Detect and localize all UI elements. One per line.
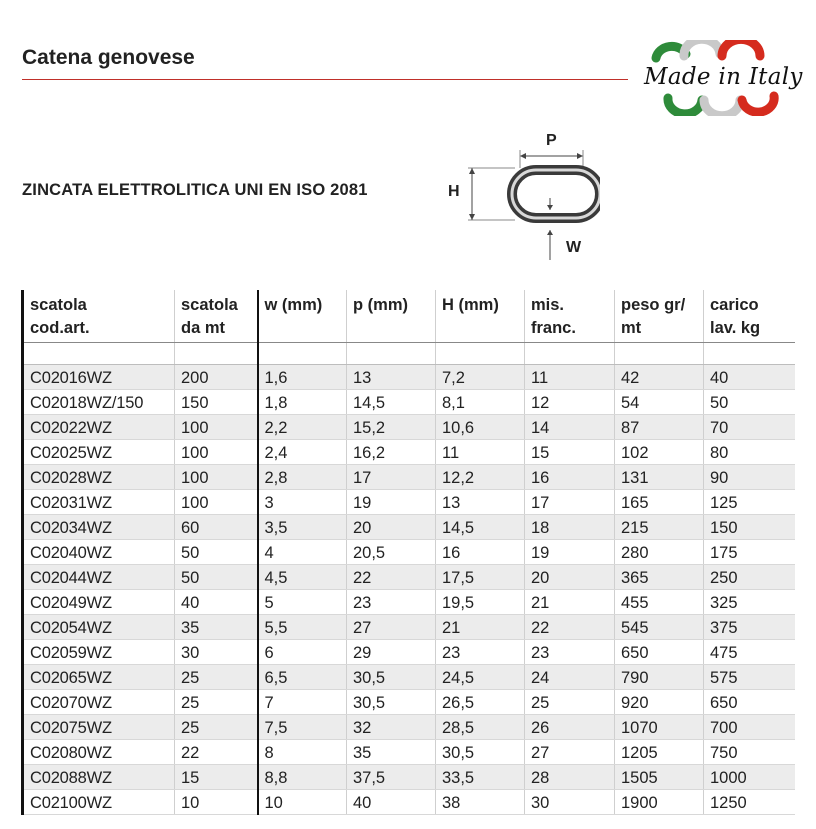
cell-box-length: 100	[175, 465, 258, 490]
cell-wire-diameter: 6,5	[258, 665, 347, 690]
cell-gauge: 26	[525, 715, 615, 740]
cell-gauge: 14	[525, 415, 615, 440]
cell-working-load: 250	[704, 565, 795, 590]
cell-box-length: 25	[175, 690, 258, 715]
cell-gauge: 15	[525, 440, 615, 465]
dimension-w-label: W	[566, 239, 582, 256]
column-header-box-length	[175, 290, 258, 343]
cell-pitch: 14,5	[347, 390, 436, 415]
cell-box-code: C02065WZ	[23, 665, 175, 690]
cell-height: 14,5	[436, 515, 525, 540]
cell-height: 28,5	[436, 715, 525, 740]
cell-pitch: 13	[347, 365, 436, 390]
cell-height: 24,5	[436, 665, 525, 690]
cell-gauge: 27	[525, 740, 615, 765]
cell-box-length: 100	[175, 490, 258, 515]
column-header-line: mis.	[531, 296, 565, 314]
cell-box-length: 200	[175, 365, 258, 390]
cell-working-load: 50	[704, 390, 795, 415]
chain-link-diagram	[440, 128, 600, 268]
cell-pitch: 20,5	[347, 540, 436, 565]
cell-weight-per-meter: 545	[615, 615, 704, 640]
cell-gauge: 20	[525, 565, 615, 590]
cell-working-load: 700	[704, 715, 795, 740]
table-row	[23, 390, 795, 415]
column-header-pitch	[347, 290, 436, 343]
cell-wire-diameter: 3,5	[258, 515, 347, 540]
cell-weight-per-meter: 102	[615, 440, 704, 465]
cell-wire-diameter: 1,8	[258, 390, 347, 415]
table-row	[23, 540, 795, 565]
cell-box-code: C02022WZ	[23, 415, 175, 440]
cell-box-length: 25	[175, 665, 258, 690]
table-row	[23, 515, 795, 540]
cell-pitch: 40	[347, 790, 436, 815]
chain-spec-table	[21, 290, 795, 815]
table-row	[23, 740, 795, 765]
cell-box-length: 150	[175, 390, 258, 415]
column-header-line: cod.art.	[30, 319, 90, 337]
cell-gauge: 30	[525, 790, 615, 815]
cell-box-length: 60	[175, 515, 258, 540]
cell-height: 38	[436, 790, 525, 815]
cell-pitch: 30,5	[347, 665, 436, 690]
column-header-line: p (mm)	[353, 296, 408, 314]
column-header-line: lav. kg	[710, 319, 761, 337]
cell-box-length: 100	[175, 440, 258, 465]
cell-working-load: 90	[704, 465, 795, 490]
cell-wire-diameter: 2,4	[258, 440, 347, 465]
cell-height: 19,5	[436, 590, 525, 615]
cell-box-length: 15	[175, 765, 258, 790]
cell-pitch: 29	[347, 640, 436, 665]
table-row	[23, 415, 795, 440]
cell-working-load: 1000	[704, 765, 795, 790]
table-row	[23, 690, 795, 715]
cell-box-code: C02028WZ	[23, 465, 175, 490]
table-row	[23, 715, 795, 740]
cell-pitch: 17	[347, 465, 436, 490]
table-row	[23, 490, 795, 515]
cell-box-length: 40	[175, 590, 258, 615]
cell-pitch: 22	[347, 565, 436, 590]
cell-height: 17,5	[436, 565, 525, 590]
cell-gauge: 25	[525, 690, 615, 715]
cell-gauge: 24	[525, 665, 615, 690]
cell-box-code: C02040WZ	[23, 540, 175, 565]
cell-height: 8,1	[436, 390, 525, 415]
column-header-line: scatola	[181, 296, 238, 314]
cell-wire-diameter: 7,5	[258, 715, 347, 740]
cell-box-code: C02049WZ	[23, 590, 175, 615]
cell-pitch: 15,2	[347, 415, 436, 440]
cell-gauge: 23	[525, 640, 615, 665]
cell-pitch: 20	[347, 515, 436, 540]
dimension-p-label: P	[546, 132, 557, 149]
cell-weight-per-meter: 650	[615, 640, 704, 665]
cell-height: 12,2	[436, 465, 525, 490]
column-header-line: peso gr/	[621, 296, 686, 314]
cell-box-length: 50	[175, 565, 258, 590]
column-header-box-code	[23, 290, 175, 343]
column-header-height	[436, 290, 525, 343]
cell-weight-per-meter: 215	[615, 515, 704, 540]
cell-box-code: C02059WZ	[23, 640, 175, 665]
cell-pitch: 37,5	[347, 765, 436, 790]
cell-box-code: C02025WZ	[23, 440, 175, 465]
table-row	[23, 590, 795, 615]
cell-working-load: 150	[704, 515, 795, 540]
column-header-weight-per-meter	[615, 290, 704, 343]
title-divider	[22, 79, 628, 80]
column-header-line: mt	[621, 319, 642, 337]
cell-working-load: 650	[704, 690, 795, 715]
cell-weight-per-meter: 1900	[615, 790, 704, 815]
column-header-line: carico	[710, 296, 759, 314]
cell-weight-per-meter: 54	[615, 390, 704, 415]
cell-box-code: C02016WZ	[23, 365, 175, 390]
cell-wire-diameter: 1,6	[258, 365, 347, 390]
cell-height: 26,5	[436, 690, 525, 715]
made-in-italy-logo	[636, 40, 812, 116]
table-row	[23, 440, 795, 465]
cell-height: 11	[436, 440, 525, 465]
cell-working-load: 40	[704, 365, 795, 390]
cell-working-load: 375	[704, 615, 795, 640]
cell-working-load: 475	[704, 640, 795, 665]
cell-wire-diameter: 5,5	[258, 615, 347, 640]
cell-box-length: 50	[175, 540, 258, 565]
cell-weight-per-meter: 1505	[615, 765, 704, 790]
cell-working-load: 70	[704, 415, 795, 440]
cell-box-code: C02088WZ	[23, 765, 175, 790]
cell-height: 30,5	[436, 740, 525, 765]
cell-weight-per-meter: 42	[615, 365, 704, 390]
cell-weight-per-meter: 87	[615, 415, 704, 440]
cell-weight-per-meter: 1205	[615, 740, 704, 765]
table-row	[23, 665, 795, 690]
table-row	[23, 465, 795, 490]
cell-wire-diameter: 8,8	[258, 765, 347, 790]
cell-pitch: 27	[347, 615, 436, 640]
cell-pitch: 30,5	[347, 690, 436, 715]
cell-wire-diameter: 3	[258, 490, 347, 515]
cell-box-length: 25	[175, 715, 258, 740]
cell-box-length: 100	[175, 415, 258, 440]
cell-pitch: 32	[347, 715, 436, 740]
column-header-line: w (mm)	[264, 296, 323, 314]
cell-box-length: 30	[175, 640, 258, 665]
cell-box-code: C02054WZ	[23, 615, 175, 640]
cell-pitch: 16,2	[347, 440, 436, 465]
logo-text: Made in Italy	[644, 64, 803, 90]
cell-height: 23	[436, 640, 525, 665]
cell-gauge: 28	[525, 765, 615, 790]
dimension-h-label: H	[448, 183, 460, 200]
cell-working-load: 750	[704, 740, 795, 765]
cell-height: 33,5	[436, 765, 525, 790]
cell-weight-per-meter: 280	[615, 540, 704, 565]
cell-height: 21	[436, 615, 525, 640]
cell-weight-per-meter: 790	[615, 665, 704, 690]
cell-box-length: 35	[175, 615, 258, 640]
cell-weight-per-meter: 165	[615, 490, 704, 515]
column-header-wire-diameter	[258, 290, 347, 343]
cell-wire-diameter: 2,2	[258, 415, 347, 440]
cell-height: 10,6	[436, 415, 525, 440]
cell-box-code: C02075WZ	[23, 715, 175, 740]
cell-pitch: 23	[347, 590, 436, 615]
cell-box-code: C02100WZ	[23, 790, 175, 815]
coating-standard: ZINCATA ELETTROLITICA UNI EN ISO 2081	[22, 181, 368, 199]
cell-box-code: C02044WZ	[23, 565, 175, 590]
cell-box-code: C02080WZ	[23, 740, 175, 765]
cell-working-load: 1250	[704, 790, 795, 815]
cell-height: 7,2	[436, 365, 525, 390]
column-header-line: H (mm)	[442, 296, 499, 314]
cell-working-load: 575	[704, 665, 795, 690]
cell-box-code: C02034WZ	[23, 515, 175, 540]
column-header-working-load	[704, 290, 795, 343]
column-header-line: franc.	[531, 319, 576, 337]
cell-wire-diameter: 4	[258, 540, 347, 565]
cell-gauge: 21	[525, 590, 615, 615]
cell-wire-diameter: 8	[258, 740, 347, 765]
page-title: Catena genovese	[22, 46, 195, 69]
cell-gauge: 22	[525, 615, 615, 640]
cell-gauge: 11	[525, 365, 615, 390]
cell-box-code: C02031WZ	[23, 490, 175, 515]
cell-wire-diameter: 2,8	[258, 465, 347, 490]
cell-weight-per-meter: 131	[615, 465, 704, 490]
column-header-gauge	[525, 290, 615, 343]
column-header-line: da mt	[181, 319, 226, 337]
cell-box-code: C02070WZ	[23, 690, 175, 715]
cell-weight-per-meter: 455	[615, 590, 704, 615]
cell-height: 13	[436, 490, 525, 515]
cell-pitch: 19	[347, 490, 436, 515]
table-row	[23, 365, 795, 390]
column-header-line: scatola	[30, 296, 87, 314]
table-row	[23, 565, 795, 590]
table-row	[23, 765, 795, 790]
cell-working-load: 125	[704, 490, 795, 515]
cell-wire-diameter: 5	[258, 590, 347, 615]
table-row	[23, 790, 795, 815]
cell-gauge: 12	[525, 390, 615, 415]
cell-working-load: 325	[704, 590, 795, 615]
cell-weight-per-meter: 1070	[615, 715, 704, 740]
table-header-row	[23, 290, 795, 343]
cell-weight-per-meter: 365	[615, 565, 704, 590]
cell-weight-per-meter: 920	[615, 690, 704, 715]
table-row	[23, 615, 795, 640]
table-spacer-row	[23, 343, 795, 365]
cell-gauge: 17	[525, 490, 615, 515]
cell-box-length: 10	[175, 790, 258, 815]
cell-box-code: C02018WZ/150	[23, 390, 175, 415]
cell-gauge: 16	[525, 465, 615, 490]
cell-gauge: 18	[525, 515, 615, 540]
cell-working-load: 80	[704, 440, 795, 465]
cell-height: 16	[436, 540, 525, 565]
cell-pitch: 35	[347, 740, 436, 765]
cell-working-load: 175	[704, 540, 795, 565]
cell-wire-diameter: 10	[258, 790, 347, 815]
cell-box-length: 22	[175, 740, 258, 765]
table-row	[23, 640, 795, 665]
cell-wire-diameter: 6	[258, 640, 347, 665]
cell-gauge: 19	[525, 540, 615, 565]
cell-wire-diameter: 7	[258, 690, 347, 715]
cell-wire-diameter: 4,5	[258, 565, 347, 590]
